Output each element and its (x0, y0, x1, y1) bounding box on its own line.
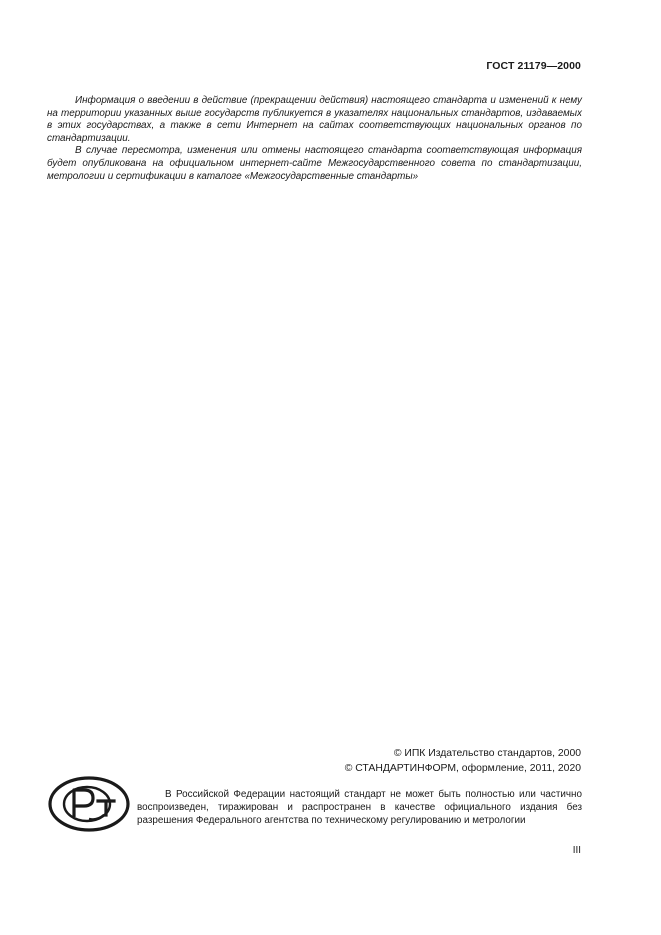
info-paragraph-revision: В случае пересмотра, изменения или отмены настоящего стандарта соответствующая информация будет опубликована на официальном интернет-сайте Межгосударственного совета по стандартизации, метрологии и сертификации в каталоге «Межгосударственные стандарты» (47, 145, 582, 182)
gost-r-certification-mark-icon (47, 775, 131, 833)
copyright-line-publisher: © ИПК Издательство стандартов, 2000 (393, 748, 581, 759)
info-block (47, 95, 582, 183)
page-number: III (572, 845, 581, 856)
info-paragraph-enactment: Информация о введении в действие (прекращении действия) настоящего стандарта и изменений к нему на территории указанных выше государств публикуется в указателях национальных стандартов, издаваемых в этих государствах, а также в сети Интернет на сайтах соответствующих национальных органов по стандартизации. (47, 95, 582, 144)
document-code: ГОСТ 21179—2000 (486, 60, 581, 72)
rights-text: В Российской Федерации настоящий стандарт не может быть полностью или частично воспроизведен, тиражирован и распространен в качестве официального издания без разрешения Федерального агентства по техническому регулированию и метрологии (137, 789, 582, 826)
reproduction-rights-notice (137, 788, 582, 827)
copyright-line-standartinform: © СТАНДАРТИНФОРМ, оформление, 2011, 2020 (344, 763, 581, 774)
copyright-block (345, 746, 581, 776)
